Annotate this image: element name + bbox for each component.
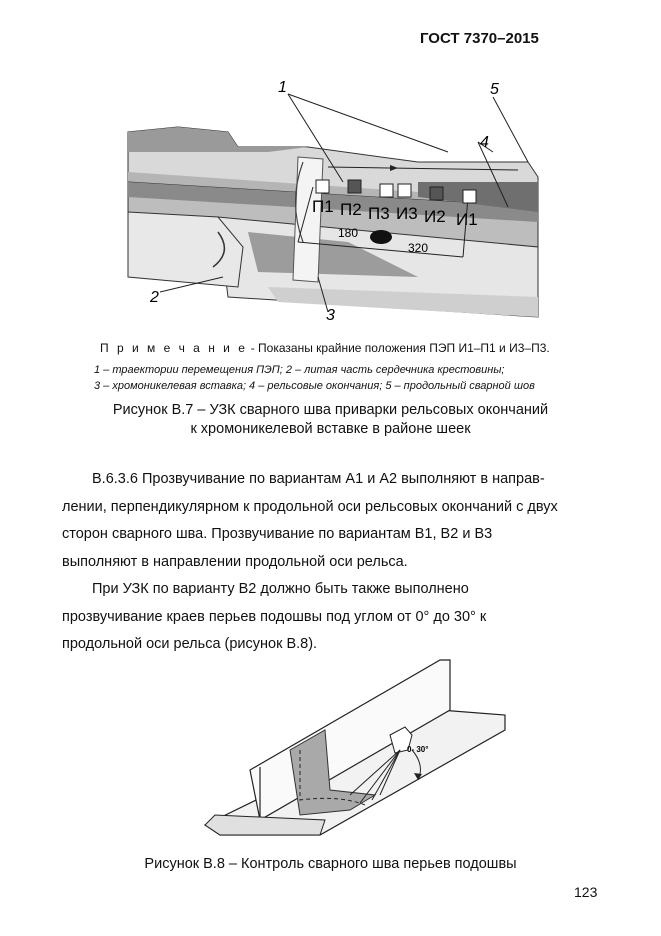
para2-line3: продольной оси рельса (рисунок В.8). xyxy=(62,636,318,652)
para1-line4: выполняют в направлении продольной оси рельса. xyxy=(62,553,408,570)
para1-line2: лении, перпендикулярном к продольной оси рельсовых окончаний с двух xyxy=(62,498,558,515)
figure-note xyxy=(100,341,550,355)
figure-b7-caption-line-1: Рисунок В.7 – УЗК сварного шва приварки рельсовых окончаний xyxy=(112,402,549,418)
figure-b7-diagram xyxy=(118,72,558,332)
callout-4: 4 xyxy=(480,134,489,151)
legend-line-2: 3 – хромоникелевая вставка; 4 – рельсовые окончания; 5 – продольный сварной шов xyxy=(94,380,535,392)
page-number: 123 xyxy=(574,884,598,900)
note-text: - Показаны крайние положения ПЭП И1–П1 и И3–П3. xyxy=(247,341,550,355)
para1-line1: В.6.3.6 Прозвучивание по вариантам А1 и А2 выполняют в направ- xyxy=(92,471,545,487)
callout-5: 5 xyxy=(490,81,499,98)
dimension-180: 180 xyxy=(338,226,359,240)
note-label: П р и м е ч а н и е xyxy=(100,341,248,355)
paragraph-b636 xyxy=(62,466,600,576)
callout-3: 3 xyxy=(326,307,335,324)
callout-2: 2 xyxy=(150,289,159,306)
para1-line3: сторон сварного шва. Прозвучивание по вариантам В1, В2 и В3 xyxy=(62,526,493,542)
figure-b8-caption: Рисунок В.8 – Контроль сварного шва перьев подошвы xyxy=(144,856,517,872)
probe-label-i2: И2 xyxy=(424,207,446,226)
paragraph-v2 xyxy=(62,576,600,659)
figure-b8-diagram xyxy=(200,655,520,850)
figure-b7-caption-line-2: к хромоникелевой вставке в районе шеек xyxy=(190,421,471,437)
probe-label-p1: П1 xyxy=(312,197,334,216)
callout-1: 1 xyxy=(278,79,287,96)
probe-label-i3: И3 xyxy=(396,204,418,223)
para2-line1: При УЗК по варианту В2 должно быть также выполнено xyxy=(92,581,469,597)
probe-label-p2: П2 xyxy=(340,200,362,219)
para2-line2: прозвучивание краев перьев подошвы под углом от 0° до 30° к xyxy=(62,608,487,625)
angle-label: 0- 30° xyxy=(407,745,429,754)
probe-label-i1: И1 xyxy=(456,210,478,229)
legend-line-1: 1 – траектории перемещения ПЭП; 2 – литая часть сердечника крестовины; xyxy=(94,364,505,376)
probe-label-p3: П3 xyxy=(368,204,390,223)
document-code: ГОСТ 7370–2015 xyxy=(420,30,539,47)
dimension-320: 320 xyxy=(408,241,429,255)
